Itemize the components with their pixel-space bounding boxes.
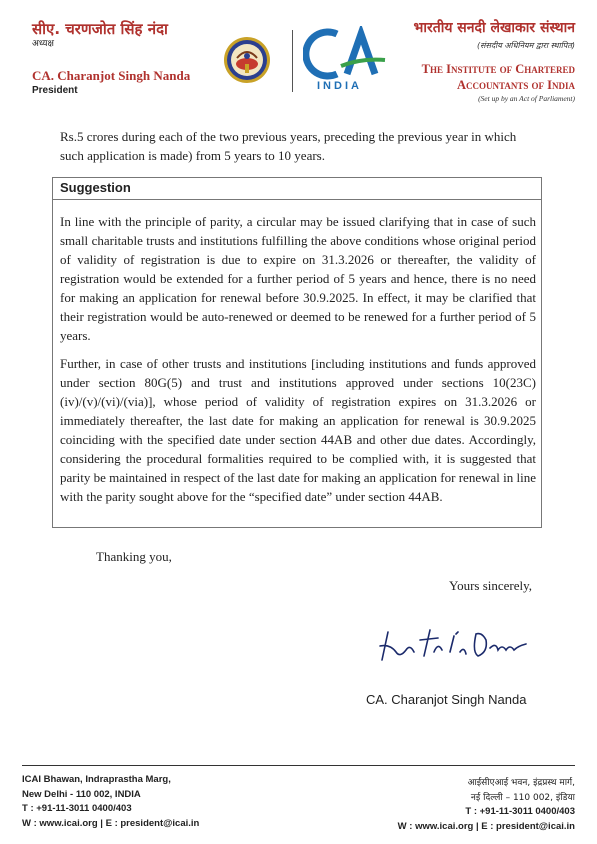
suggestion-paragraph-2: Further, in case of other trusts and institutions [including institutions and funds approved under section 80G(5) and trust and institutions approved under sections 10(23C)(iv)/(v)/(vi)/(via)], whose period of validity of registration expires on 31.3.2026 or immediately thereafter, the last date for making an application for renewal is 30.9.2025 coinciding with the specified date under section 44AB and other due dates. Accordingly, considering the procedural formalities required to be complied with, it is suggested that parity be maintained in respect of the last date for making an application for renewal in line with the parity sought above for the “specified date” under section 44AB. (60, 356, 536, 504)
institute-block (414, 20, 575, 103)
ca-india-logo (303, 26, 387, 92)
footer-right-line-4: W : www.icai.org | E : president@icai.in (397, 820, 575, 832)
footer-left-line-2: New Delhi - 110 002, INDIA (22, 788, 141, 800)
footer-left-line-1: ICAI Bhawan, Indraprastha Marg, (22, 774, 171, 785)
suggestion-title: Suggestion (60, 180, 131, 195)
president-name-hindi: सीए. चरणजोत सिंह नंदा (32, 20, 168, 38)
president-name: CA. Charanjot Singh Nanda (32, 68, 191, 83)
logo-country-text: INDIA (317, 80, 362, 92)
header-divider (292, 30, 293, 92)
institute-name-hindi: भारतीय सनदी लेखाकार संस्थान (413, 20, 575, 36)
thanking-line: Thanking you, (96, 549, 172, 564)
suggestion-title-divider (53, 199, 541, 200)
suggestion-box (52, 177, 542, 528)
continued-paragraph: Rs.5 crores during each of the two previous years, preceding the previous year in which such application is made) from 5 years to 10 years. (60, 129, 517, 163)
signatory-name: CA. Charanjot Singh Nanda (366, 692, 527, 707)
institute-name-line-2: Accountants of India (457, 78, 575, 92)
footer-right-line-2: नई दिल्ली – 110 002, इंडिया (470, 792, 575, 803)
footer-right-line-1: आईसीएआई भवन, इंद्रप्रस्थ मार्ग, (467, 778, 575, 788)
president-role: President (32, 85, 78, 96)
footer-divider (22, 765, 575, 766)
footer-left-line-3: T : +91-11-3011 0400/403 (22, 803, 132, 814)
footer-address-hindi (398, 776, 575, 834)
institute-name-line-1: The Institute of Chartered (421, 62, 575, 76)
footer-left-line-4: W : www.icai.org | E : president@icai.in (22, 817, 200, 829)
icai-seal-emblem (223, 36, 271, 84)
suggestion-paragraph-1: In line with the principle of parity, a circular may be issued clarifying that in case of such small charitable trusts and institutions fulfilling the above conditions whose original period of validity of registration is due to expire on 31.3.2026 or thereafter, the validity of registration would be extended for a further period of 5 years and hence, there is no need for making an application for renewal before 30.9.2025. In effect, it may be clarified that their registration would be auto-renewed or deemed to be renewed for a further period of 5 years. (60, 214, 536, 343)
president-block (32, 20, 190, 96)
footer-address-english (22, 773, 199, 831)
institute-subtitle-hindi: (संसदीय अधिनियम द्वारा स्थापित) (476, 41, 575, 50)
institute-subtitle: (Set up by an Act of Parliament) (478, 94, 575, 103)
closing-line: Yours sincerely, (449, 578, 533, 593)
footer-right-line-3: T : +91-11-3011 0400/403 (465, 806, 575, 817)
president-role-hindi: अध्यक्ष (32, 39, 54, 49)
handwritten-signature (376, 622, 546, 672)
